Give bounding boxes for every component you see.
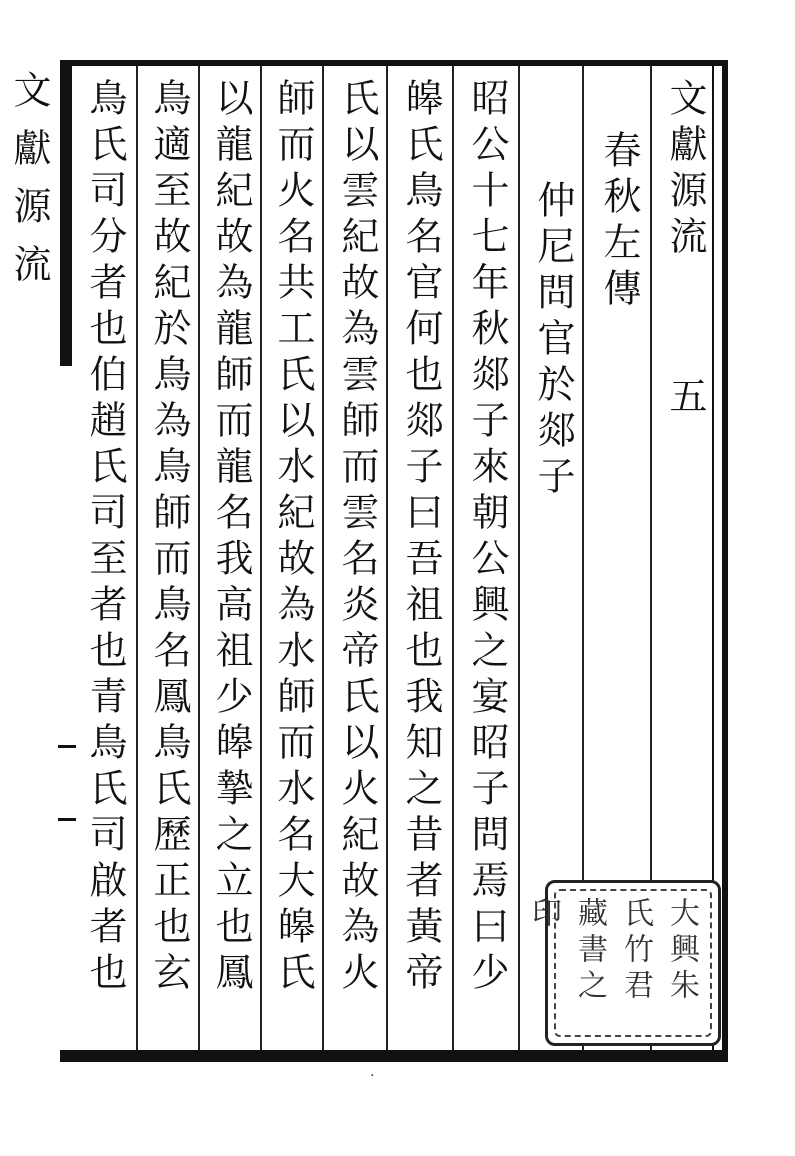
text-column-1: 昭公十七年秋郯子來朝公興之宴昭子問焉曰少 [465, 78, 509, 998]
text-column-3: 氏以雲紀故為雲師而雲名炎帝氏以火紀故為火 [335, 78, 379, 998]
left-edge-bar [60, 66, 72, 366]
page-number: 五 [663, 376, 707, 414]
left-edge-fragment: 文獻源流 [7, 70, 51, 302]
frame-right-border [722, 60, 728, 1062]
section-title: 春秋左傳 [597, 130, 641, 314]
text-column-2: 皞氏鳥名官何也郯子曰吾祖也我知之昔者黃帝 [399, 78, 443, 998]
text-column-6: 鳥適至故紀於鳥為鳥師而鳥名鳳鳥氏歷正也玄 [147, 78, 191, 998]
text-column-5: 以龍紀故為龍師而龍名我高祖少皞摯之立也鳳 [209, 78, 253, 998]
left-edge-mark [58, 818, 76, 821]
left-edge-mark [58, 745, 76, 748]
column-divider [452, 66, 454, 1050]
ink-speck: · [370, 1068, 375, 1084]
text-column-4: 師而火名共工氏以水紀故為水師而水名大皞氏 [271, 78, 315, 998]
frame-top-border [60, 60, 728, 66]
seal-text: 大興朱氏竹君藏書之印 [526, 897, 699, 1005]
collector-seal [526, 880, 721, 1046]
book-title: 文獻源流 [663, 78, 707, 262]
subsection-title: 仲尼問官於郯子 [531, 180, 575, 502]
text-column-7: 鳥氏司分者也伯趙氏司至者也青鳥氏司啟者也 [83, 78, 127, 998]
